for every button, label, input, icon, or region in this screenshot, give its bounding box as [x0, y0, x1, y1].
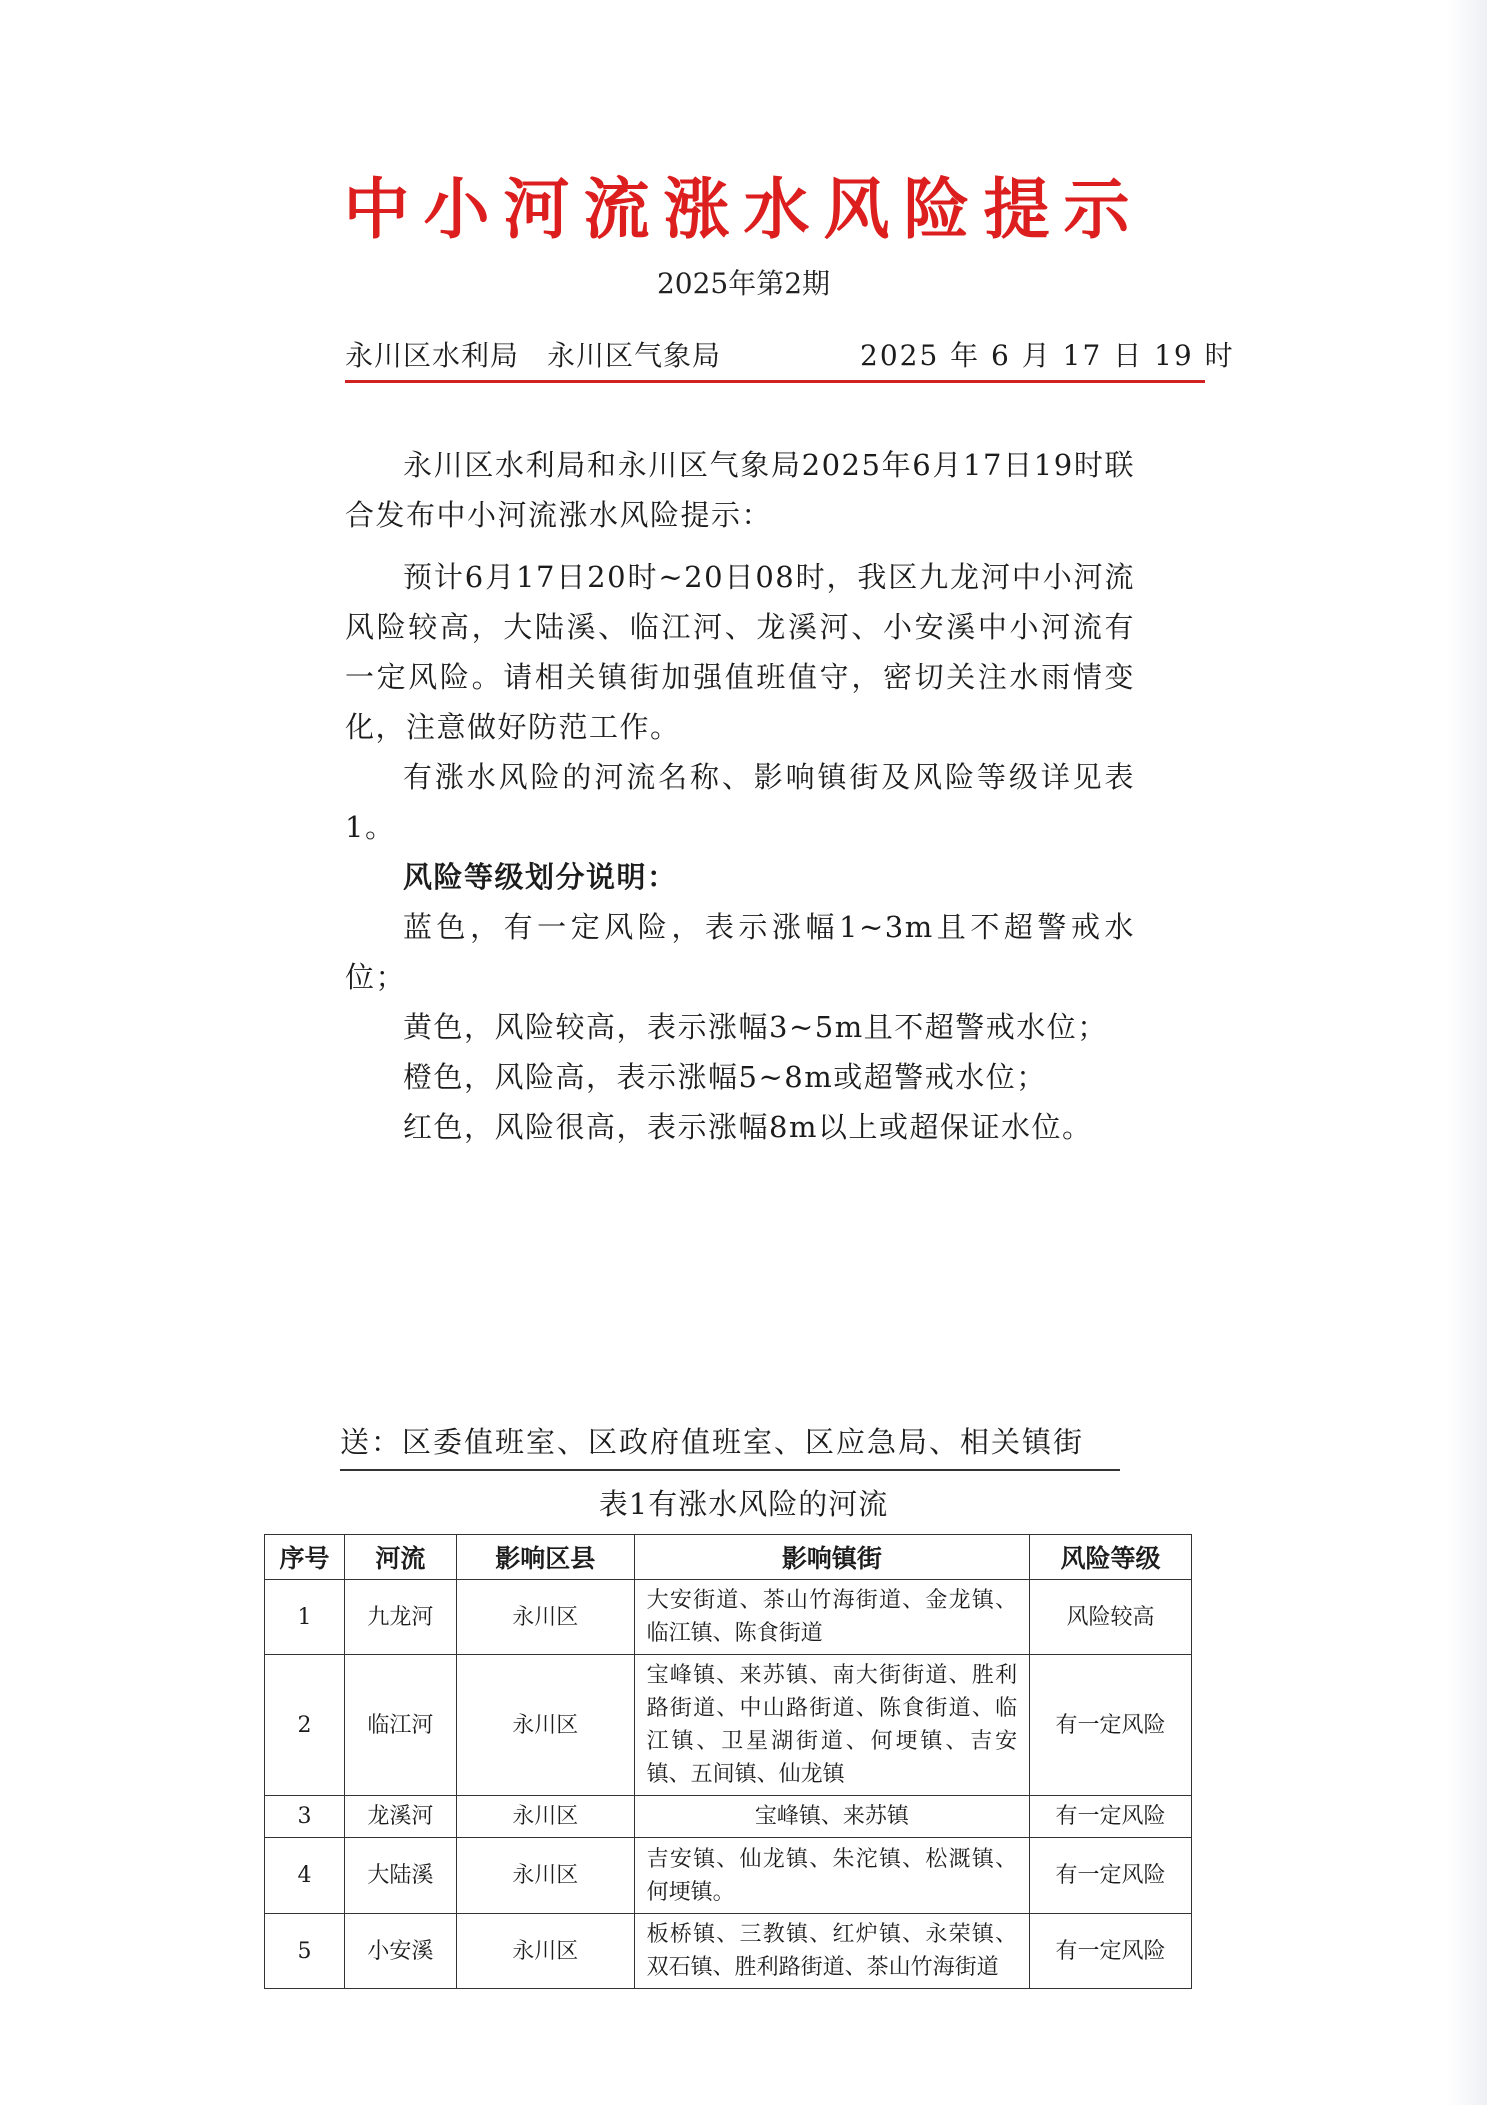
row-district: 永川区 [456, 1838, 634, 1914]
header-red-rule [345, 380, 1205, 383]
row-towns: 大安街道、茶山竹海街道、金龙镇、临江镇、陈食街道 [634, 1580, 1030, 1655]
forecast-paragraph: 预计6月17日20时~20日08时，我区九龙河中小河流风险较高，大陆溪、临江河、龙溪河、小安溪中小河流有一定风险。请相关镇街加强值班值守，密切关注水雨情变化，注意做好防范工作。 [345, 560, 1135, 744]
distribution-list: 送：区委值班室、区政府值班室、区应急局、相关镇街 [340, 1420, 1120, 1471]
table-caption: 表1有涨水风险的河流 [598, 1487, 889, 1521]
row-river: 龙溪河 [344, 1796, 456, 1838]
intro-paragraph: 永川区水利局和永川区气象局2025年6月17日19时联合发布中小河流涨水风险提示： [345, 448, 1135, 532]
table-row [265, 1838, 1192, 1914]
header-district: 影响区县 [456, 1535, 634, 1580]
risk-level-red: 红色，风险很高，表示涨幅8m以上或超保证水位。 [403, 1110, 1093, 1144]
table-row [265, 1655, 1192, 1796]
row-towns: 板桥镇、三教镇、红炉镇、永荣镇、双石镇、胜利路街道、茶山竹海街道 [634, 1914, 1030, 1989]
row-no: 2 [265, 1655, 345, 1796]
row-towns: 宝峰镇、来苏镇、南大街街道、胜利路街道、中山路街道、陈食街道、临江镇、卫星湖街道、何埂镇、吉安镇、五间镇、仙龙镇 [634, 1655, 1030, 1796]
row-river: 临江河 [344, 1655, 456, 1796]
row-no: 1 [265, 1580, 345, 1655]
table-row [265, 1914, 1192, 1989]
document-title: 中小河流涨水风险提示 [343, 171, 1144, 248]
row-towns: 宝峰镇、来苏镇 [634, 1796, 1030, 1838]
river-risk-table [264, 1534, 1192, 1989]
row-towns: 吉安镇、仙龙镇、朱沱镇、松溉镇、何埂镇。 [634, 1838, 1030, 1914]
table-row [265, 1796, 1192, 1838]
row-river: 九龙河 [344, 1580, 456, 1655]
row-district: 永川区 [456, 1796, 634, 1838]
row-no: 4 [265, 1838, 345, 1914]
header-river: 河流 [344, 1535, 456, 1580]
agency-weather-bureau: 永川区气象局 [547, 339, 722, 372]
issue-datetime: 2025 年 6 月 17 日 19 时 [860, 339, 1235, 372]
issuing-agencies [345, 334, 721, 374]
page-edge-shade [1447, 0, 1487, 2105]
row-risk-level: 有一定风险 [1030, 1914, 1192, 1989]
row-no: 5 [265, 1914, 345, 1989]
row-river: 大陆溪 [344, 1838, 456, 1914]
notice-body [345, 440, 1135, 1152]
row-no: 3 [265, 1796, 345, 1838]
table-row [265, 1580, 1192, 1655]
row-risk-level: 风险较高 [1030, 1580, 1192, 1655]
risk-level-heading: 风险等级划分说明： [403, 860, 678, 894]
risk-level-blue: 蓝色，有一定风险，表示涨幅1~3m且不超警戒水位； [345, 910, 1135, 994]
header-no: 序号 [265, 1535, 345, 1580]
header-risk-level: 风险等级 [1030, 1535, 1192, 1580]
row-risk-level: 有一定风险 [1030, 1655, 1192, 1796]
risk-level-orange: 橙色，风险高，表示涨幅5~8m或超警戒水位； [403, 1060, 1047, 1094]
row-risk-level: 有一定风险 [1030, 1796, 1192, 1838]
row-district: 永川区 [456, 1914, 634, 1989]
risk-level-yellow: 黄色，风险较高，表示涨幅3~5m且不超警戒水位； [403, 1010, 1108, 1044]
agency-water-bureau: 永川区水利局 [345, 339, 520, 372]
table-header-row [265, 1535, 1192, 1580]
issue-number: 2025年第2期 [656, 267, 831, 300]
row-district: 永川区 [456, 1655, 634, 1796]
row-district: 永川区 [456, 1580, 634, 1655]
row-river: 小安溪 [344, 1914, 456, 1989]
table-reference-paragraph: 有涨水风险的河流名称、影响镇街及风险等级详见表1。 [345, 760, 1135, 844]
row-risk-level: 有一定风险 [1030, 1838, 1192, 1914]
header-towns: 影响镇街 [634, 1535, 1030, 1580]
